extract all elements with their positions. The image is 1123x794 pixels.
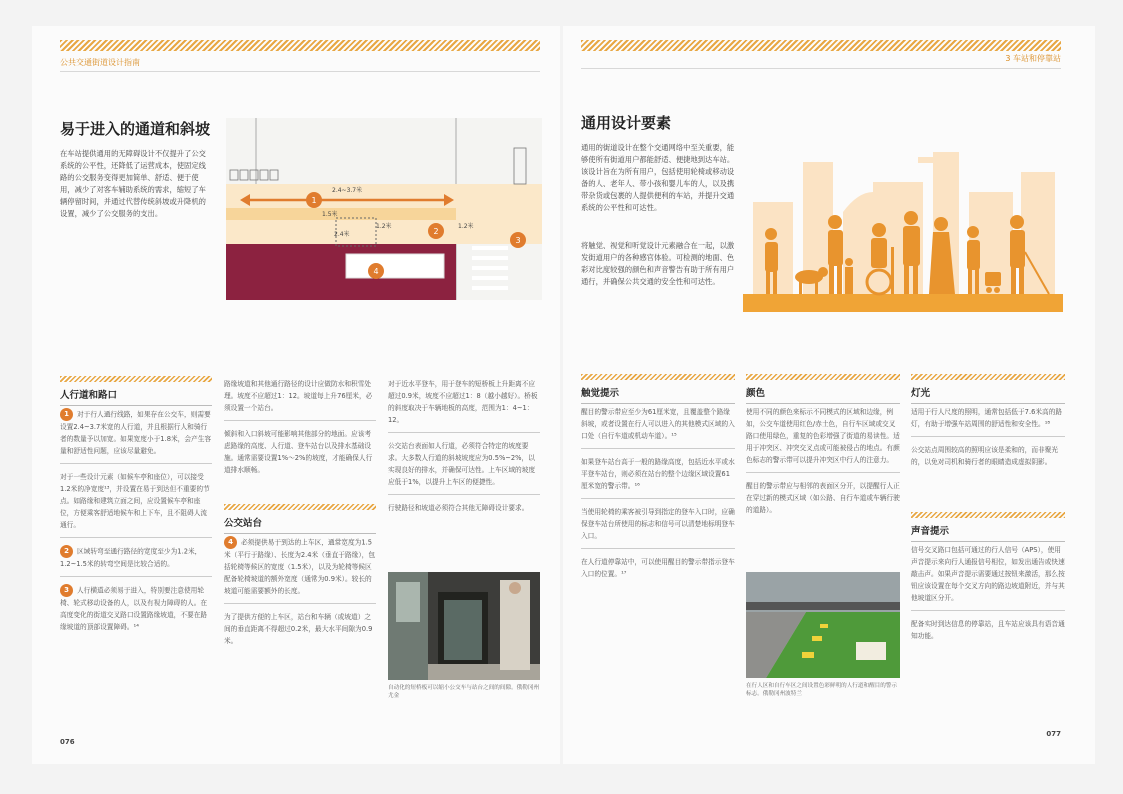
dim-label-2: 1.5米 [322,211,338,218]
num-badge-2: 2 [60,545,73,558]
page-number-left: 076 [60,738,75,746]
paragraph: 醒目的警示带应至少为61厘米宽，且覆盖整个路缘斜坡，或者设置在行人可以进入的其他模式区域的入口处（自行车道或机动车道）。¹⁵ [581,408,735,440]
intro-paragraph: 在车站提供通用的无障碍设计不仅提升了公交系统的公平性，还降低了运营成本，使固定线路的公交服务变得更加简单、舒适、便于使用，减少了对客车辅助系统的需求，缩短了车辆停留时间，并通过代替传统斜坡或升降机的设置，减少了公交服务的支出。 [60,149,206,218]
paragraph: 公交站点周围较高的照明应该是柔和的，而非聚光的，以免对司机和骑行者的眼睛造成虚拟阴影。 [911,446,1059,466]
column-lighting [911,406,1065,474]
column-audio [911,544,1065,648]
svg-text:1: 1 [311,196,317,205]
page-title: 易于进入的通道和斜坡 [60,120,211,138]
diagram-marker-4 [368,263,384,279]
paragraph: 在人行道停靠站中，可以使用醒目的警示带指示登车入口的位置。¹⁷ [581,558,735,578]
page-number-right: 077 [1046,730,1061,738]
paragraph: 为了提供方便的上车区，站台和车辆（或坡道）之间的垂直距离不得超过0.2米，最大水平间隙为0.9米。 [224,613,373,645]
bike-lane-photo [746,572,900,678]
header-hatch [581,40,1061,51]
page-title: 通用设计要素 [581,114,672,132]
dim-label-5: 2.4米 [334,231,350,238]
column-2-lower [224,536,376,653]
diagram-marker-3 [510,232,526,248]
item-2: 2 区域转弯至通行路径的宽度至少为1.2米，1.2~1.5米的转弯空间是比较合适的。 [60,547,202,568]
paragraph: 路缘坡道和其他通行路径的设计应做防水和积雪处理。坡度不应超过1：12。坡道每上升76厘米，必须设置一个站台。 [224,380,373,412]
column-2 [224,378,376,482]
item-4: 4 必须提供易于到达的上车区，通常宽度为1.5米（平行于路缘）、长度为2.4米（垂直于路缘），包括轮椅等候区的宽度（1.5米），以及为轮椅等候区配备轮椅坡道的额外宽度（通常为0.9米）。较长的坡道可能需要额外的长度。 [224,538,376,595]
svg-text:4: 4 [373,267,379,276]
num-badge-1: 1 [60,408,73,421]
paragraph: 配备实时到达信息的停靠站，且车站应该具有语音通知功能。 [911,620,1065,640]
paragraph: 信号交叉路口包括可通过的行人信号（APS），使用声音提示来向行人通报信号相位，如发出通告或快速敲击声。如果声音提示需要通过按钮来激活，那么按钮应该设置在每个交叉方向的路边坡道附近，并与其他坡道区分开。 [911,546,1065,602]
header-rule [60,71,540,72]
column-tactile [581,406,735,586]
dim-label-1: 2.4~3.7米 [332,187,363,194]
photo-caption-1: 自动化的短桥板可以缩小公交车与站台之间的间隙。俄勒冈州尤金 [388,685,540,699]
section-color-heading: 颜色 [746,374,900,404]
paragraph: 使用不同的颜色来标示不同模式的区域和边缘，例如，公交车道使用红色/赤土色，自行车区域或交叉路口使用绿色，重复的色彩增强了街道的易读性。适用于冲突区、冲突交叉点或可能被侵占的地点。有颜色标志的警示带可以提升冲突区中行人的注意力。 [746,408,900,464]
num-badge-4: 4 [224,536,237,549]
svg-text:2: 2 [433,227,439,236]
header-rule [581,68,1061,69]
universal-design-illustration [743,122,1063,312]
photo-caption-2: 在行人区和自行车区之间设置色彩鲜明的人行道和醒目的警示标志。俄勒冈州波特兰 [746,683,898,697]
left-page [32,26,560,764]
paragraph: 倾斜和入口斜坡可能影响其他部分的地面。应该考虑路缘的高度、人行道、登车站台以及排水基础设施。通常需要设置1%～2%的坡度，才能确保人行道排水顺畅。 [224,430,373,474]
diagram-marker-1 [306,192,322,208]
section-lighting-heading: 灯光 [911,374,1065,404]
header-hatch [60,40,540,51]
paragraph: 行驶路径和坡道必须符合其他无障碍设计要求。 [388,504,529,512]
running-header: 公共交通街道设计指南 [60,58,140,67]
paragraph: 公交站台表面如人行道，必须符合特定的坡度要求。大多数人行道的斜坡坡度应为0.5%~2%，以实现良好的排水，并确保可达性。上车区域的坡度应低于1%，以提升上车区的便捷性。 [388,442,536,486]
item-3: 3 人行横道必须易于进入，特别要注意使用轮椅、轮式移动设备的人，以及有视力障碍的人。在高度变化的街道交叉路口设置路缘坡道，不要在路缘坡道的顶部设置障碍。¹⁴ [60,586,208,631]
item-1: 1 对于行人通行线路，如果存在公交车，则需要设置2.4~3.7米宽的人行道，并且根据行人和骑行者的数量予以加宽。如果宽度小于1.8米，会产生容量和舒适性问题，应该尽量避免。 [60,410,212,455]
column-1 [60,408,212,639]
section-audio-heading: 声音提示 [911,512,1065,542]
running-header: 3 车站和停靠站 [1005,54,1061,63]
paragraph: 如果登车站台高于一般的路缘高度，包括近水平或水平登车站台，则必须在站台的整个边缘区域设置61厘米宽的警示带。¹⁶ [581,458,735,490]
svg-text:3: 3 [515,236,521,245]
paragraph: 对于近水平登车，用于登车的短桥板上升距离不应超过0.9米，坡度不应超过1：8（越小越好）。桥板的斜度取决于车辆地板的高度，范围为1：4~1：12。 [388,380,538,424]
section-sidewalks-heading: 人行道和路口 [60,376,212,406]
section-bus-platform-heading: 公交站台 [224,504,376,534]
paragraph: 对于一些设计元素（如候车亭和座位），可以接受1.2米的净宽度¹³，并设置在易于到达但不重要的节点。如路缘和建筑立面之间，应设置候车亭和座位，方便乘客舒适地候车和上下车，且不阻碍人流通行。 [60,473,210,529]
dim-label-3: 1.2米 [376,223,392,230]
diagram-marker-2 [428,223,444,239]
paragraph: 醒目的警示带应与相邻的表面区分开，以提醒行人正在穿过新的模式区域（如公路、自行车道或车辆行驶的道路）。 [746,482,900,514]
paragraph: 当使用轮椅的乘客被引导到指定的登车入口时，应确保登车站台所使用的标志和信号可以清楚地标明登车入口。 [581,508,735,540]
right-page [563,26,1095,764]
column-color [746,406,900,522]
bus-boarding-photo [388,572,540,680]
section-tactile-heading: 触觉提示 [581,374,735,404]
num-badge-3: 3 [60,584,73,597]
station-access-diagram [226,118,542,300]
paragraph: 适用于行人尺度的照明，通常包括低于7.6米高的路灯，有助于增强车站周围的舒适性和安全性。¹⁸ [911,408,1063,428]
intro-paragraph-2: 将触觉、视觉和听觉设计元素融合在一起，以激发街道用户的各种感官体验。可检测的地面、色彩对比度较强的颜色和声音警告有助于所有用户通行，并确保公共交通的安全性和可达性。 [581,241,735,286]
dim-label-4: 1.2米 [458,223,474,230]
intro-paragraph-1: 通用的街道设计在整个交通网络中至关重要，能够使所有街道用户都能舒适、便捷地到达车站。该设计旨在为所有用户，包括使用轮椅或移动设备的人、老年人、带小孩和婴儿车的人，以及携带杂货或包裹的人提供便利的车站，并提升交通系统的公平性和可达性。 [581,143,735,212]
column-3 [388,378,540,520]
